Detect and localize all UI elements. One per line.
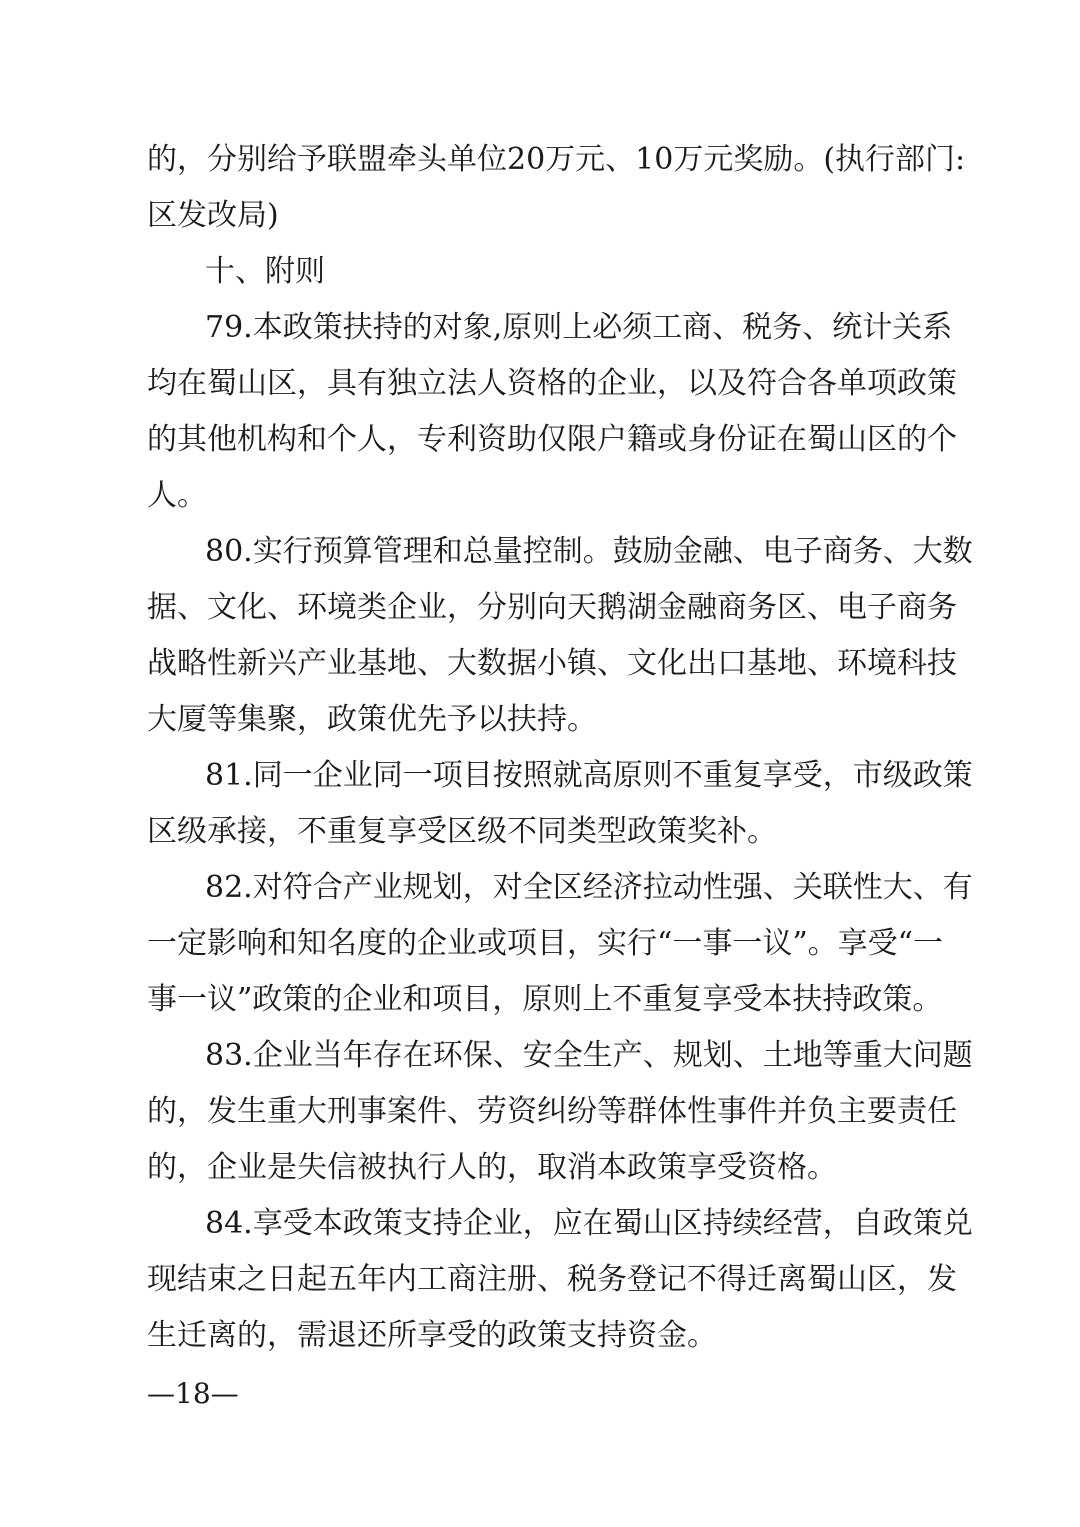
article-79-line: 均在蜀山区，具有独立法人资格的企业，以及符合各单项政策 bbox=[147, 366, 957, 401]
paragraph-line: 的，分别给予联盟牵头单位20万元、10万元奖励。(执行部门: bbox=[147, 142, 966, 177]
article-84-line: 现结束之日起五年内工商注册、税务登记不得迁离蜀山区，发 bbox=[147, 1262, 957, 1297]
article-83-line: 的，发生重大刑事案件、劳资纠纷等群体性事件并负主要责任 bbox=[147, 1094, 957, 1129]
article-83-line: 83.企业当年存在环保、安全生产、规划、土地等重大问题 bbox=[205, 1038, 973, 1073]
article-80-line: 大厦等集聚，政策优先予以扶持。 bbox=[147, 702, 597, 737]
article-82-line: 82.对符合产业规划，对全区经济拉动性强、关联性大、有 bbox=[205, 870, 973, 905]
paragraph-line: 区发改局) bbox=[147, 198, 279, 233]
page-number: —18— bbox=[147, 1377, 239, 1410]
article-80-line: 80.实行预算管理和总量控制。鼓励金融、电子商务、大数 bbox=[205, 534, 973, 569]
article-83-line: 的，企业是失信被执行人的，取消本政策享受资格。 bbox=[147, 1150, 837, 1185]
article-82-line: 一定影响和知名度的企业或项目，实行“一事一议”。享受“一 bbox=[147, 926, 944, 961]
article-84-line: 生迁离的，需退还所享受的政策支持资金。 bbox=[147, 1318, 717, 1353]
article-84-line: 84.享受本政策支持企业，应在蜀山区持续经营，自政策兑 bbox=[205, 1206, 973, 1241]
article-80-line: 战略性新兴产业基地、大数据小镇、文化出口基地、环境科技 bbox=[147, 646, 957, 681]
article-81-line: 区级承接，不重复享受区级不同类型政策奖补。 bbox=[147, 814, 777, 849]
article-79-line: 的其他机构和个人，专利资助仅限户籍或身份证在蜀山区的个 bbox=[147, 422, 957, 457]
article-80-line: 据、文化、环境类企业，分别向天鹅湖金融商务区、电子商务 bbox=[147, 590, 957, 625]
article-79-line: 人。 bbox=[147, 478, 207, 513]
article-81-line: 81.同一企业同一项目按照就高原则不重复享受，市级政策 bbox=[205, 758, 973, 793]
article-79-line: 79.本政策扶持的对象,原则上必须工商、税务、统计关系 bbox=[205, 310, 953, 345]
article-82-line: 事一议”政策的企业和项目，原则上不重复享受本扶持政策。 bbox=[147, 982, 943, 1017]
section-heading: 十、附则 bbox=[205, 254, 325, 289]
